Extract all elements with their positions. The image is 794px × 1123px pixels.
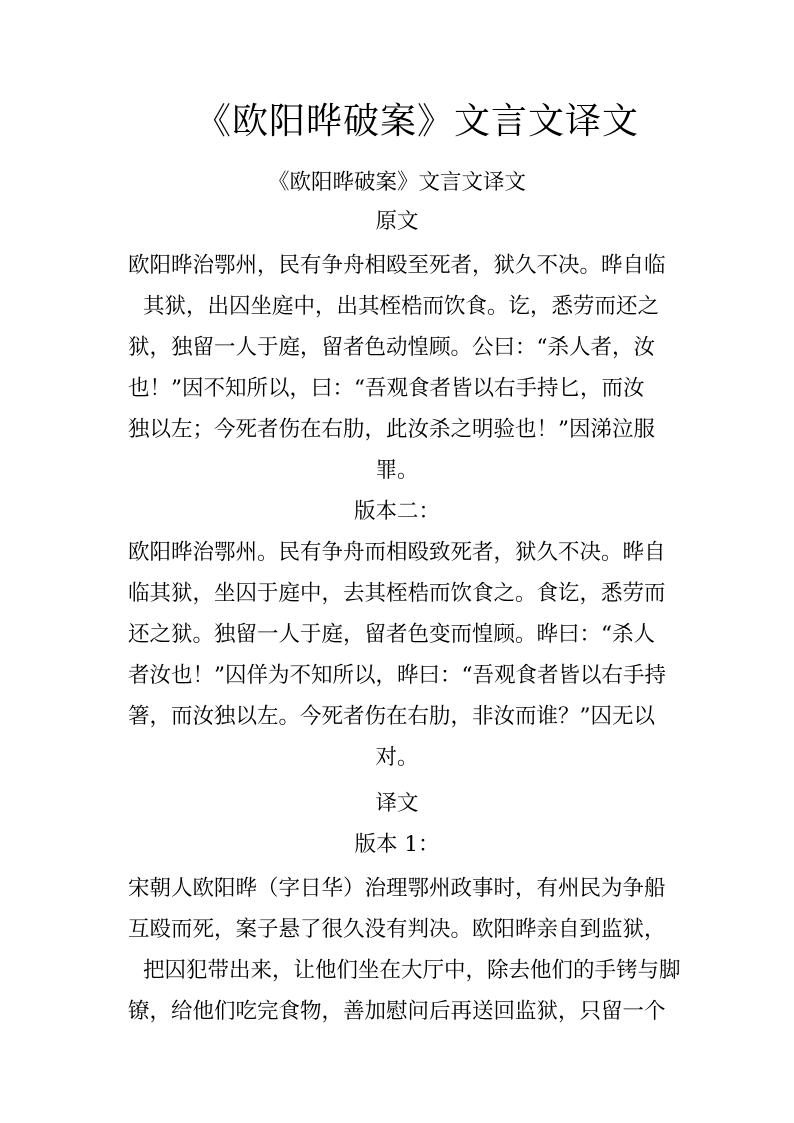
version2-line: 对。: [375, 745, 419, 770]
original-line: 独以左；今死者伤在右肋，此汝杀之明验也！”因涕泣服: [128, 417, 655, 442]
heading-version-1: 版本 1：: [354, 832, 440, 857]
version2-line: 还之狱。独留一人于庭，留者色变而惶顾。晔曰：“杀人: [128, 622, 655, 647]
document-title: 《欧阳晔破案》文言文译文: [194, 101, 639, 142]
version2-line: 欧阳晔治鄂州。民有争舟而相殴致死者，狱久不决。晔自: [128, 540, 666, 565]
heading-version-2: 版本二：: [353, 499, 440, 524]
translation-line: 宋朝人欧阳晔（字日华）治理鄂州政事时，有州民为争船: [128, 876, 666, 901]
original-line: 罪。: [375, 458, 419, 483]
original-line: 欧阳晔治鄂州，民有争舟相殴至死者，狱久不决。晔自临: [128, 253, 666, 278]
version2-line: 临其狱，坐囚于庭中，去其桎梏而饮食之。食讫，悉劳而: [128, 581, 666, 606]
version2-line: 箸，而汝独以左。今死者伤在右肋，非汝而谁？”囚无以: [128, 704, 655, 729]
translation-line: 互殴而死，案子悬了很久没有判决。欧阳晔亲自到监狱，: [128, 917, 666, 942]
document-subtitle: 《欧阳晔破案》文言文译文: [267, 170, 526, 195]
translation-line: 镣，给他们吃完食物，善加慰问后再送回监狱，只留一个: [128, 999, 666, 1024]
original-line: 也！”因不知所以，曰：“吾观食者皆以右手持匕，而汝: [128, 376, 645, 401]
original-line: 其狱，出囚坐庭中，出其桎梏而饮食。讫，悉劳而还之: [143, 294, 660, 319]
translation-line: 把囚犯带出来，让他们坐在大厅中，除去他们的手铐与脚: [143, 958, 681, 983]
heading-original: 原文: [375, 209, 419, 234]
original-line: 狱，独留一人于庭，留者色动惶顾。公曰：“杀人者，汝: [128, 335, 655, 360]
version2-line: 者汝也！”囚佯为不知所以，晔曰：“吾观食者皆以右手持: [128, 663, 666, 688]
heading-translation: 译文: [375, 791, 419, 816]
